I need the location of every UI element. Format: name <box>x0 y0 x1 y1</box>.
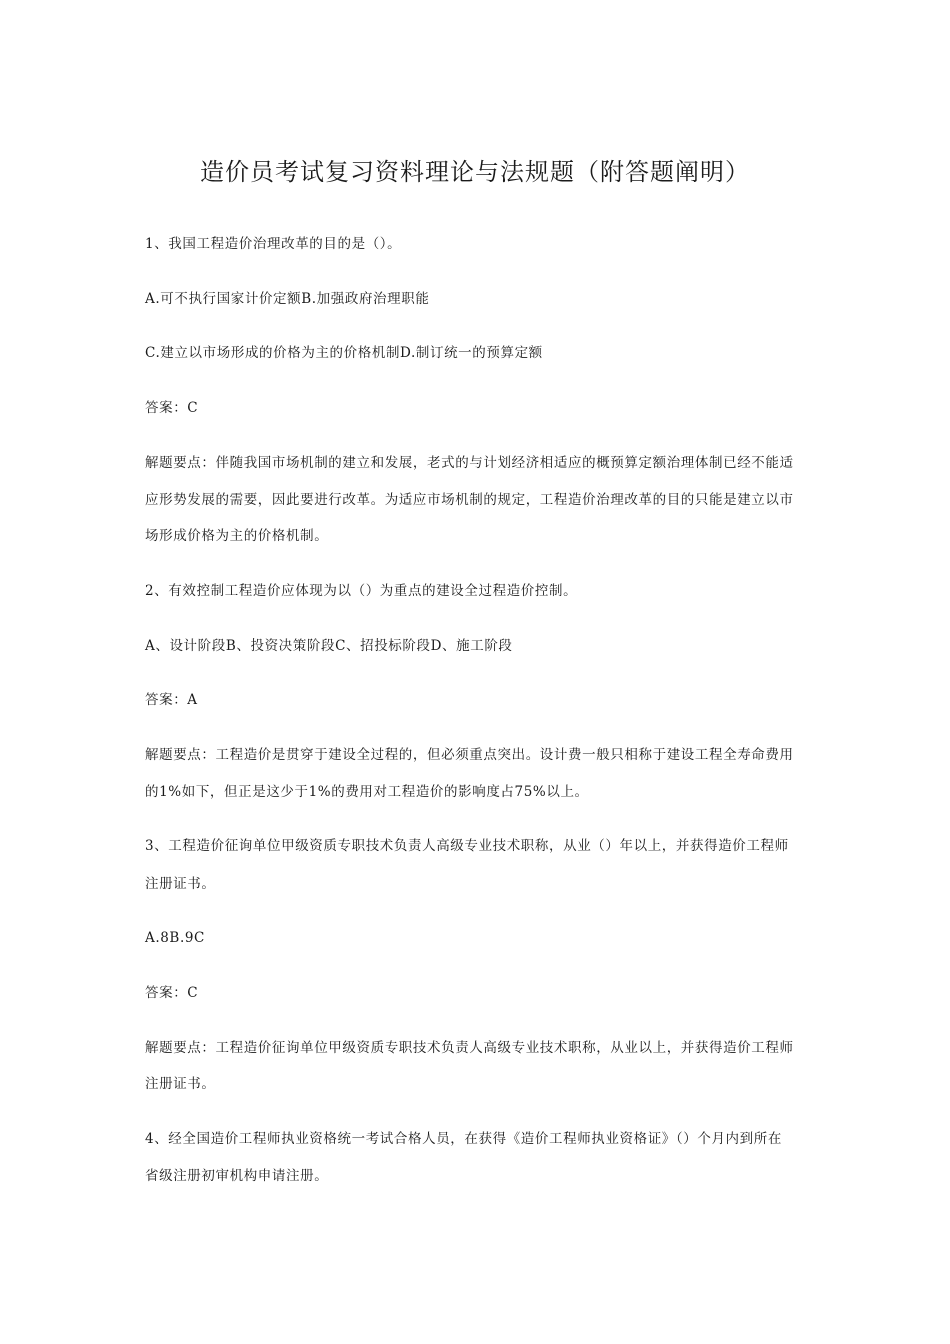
document-title: 造价员考试复习资料理论与法规题（附答题阐明） <box>200 158 750 186</box>
q4-question-line-1: 4、经全国造价工程师执业资格统一考试合格人员，在获得《造价工程师执业资格证》（）个月内到所在 <box>145 1131 782 1147</box>
q1-options-line-2: C.建立以市场形成的价格为主的价格机制D.制订统一的预算定额 <box>145 345 543 361</box>
q1-explanation-line-2: 应形势发展的需要，因此要进行改革。为适应市场机制的规定，工程造价治理改革的目的只能是建立以市 <box>145 492 794 508</box>
q3-question-line-2: 注册证书。 <box>145 876 216 892</box>
q3-explanation-line-2: 注册证书。 <box>145 1076 216 1092</box>
q1-explanation-line-1: 解题要点：伴随我国市场机制的建立和发展，老式的与计划经济相适应的概预算定额治理体制已经不能适 <box>145 455 794 471</box>
q3-options-line-1: A.8B.9C <box>145 930 205 946</box>
q3-question-line-1: 3、工程造价征询单位甲级资质专职技术负责人高级专业技术职称，从业（）年以上，并获得造价工程师 <box>145 838 789 854</box>
q2-question: 2、有效控制工程造价应体现为以（）为重点的建设全过程造价控制。 <box>145 583 578 599</box>
q1-question: 1、我国工程造价治理改革的目的是（）。 <box>145 236 402 252</box>
q4-question-line-2: 省级注册初审机构申请注册。 <box>145 1168 329 1184</box>
q3-answer: 答案：C <box>145 985 199 1001</box>
q2-answer: 答案：A <box>145 692 198 708</box>
q3-explanation-line-1: 解题要点：工程造价征询单位甲级资质专职技术负责人高级专业技术职称，从业以上，并获得造价工程师 <box>145 1040 794 1056</box>
q2-explanation-line-2: 的1%如下，但正是这少于1%的费用对工程造价的影响度占75%以上。 <box>145 784 589 800</box>
q1-explanation-line-3: 场形成价格为主的价格机制。 <box>145 528 329 544</box>
q1-answer: 答案：C <box>145 400 199 416</box>
q1-options-line-1: A.可不执行国家计价定额B.加强政府治理职能 <box>145 291 430 307</box>
q2-explanation-line-1: 解题要点：工程造价是贯穿于建设全过程的，但必须重点突出。设计费一般只相称于建设工程全寿命费用 <box>145 747 794 763</box>
q2-options-line-1: A、设计阶段B、投资决策阶段C、招投标阶段D、施工阶段 <box>145 638 513 654</box>
